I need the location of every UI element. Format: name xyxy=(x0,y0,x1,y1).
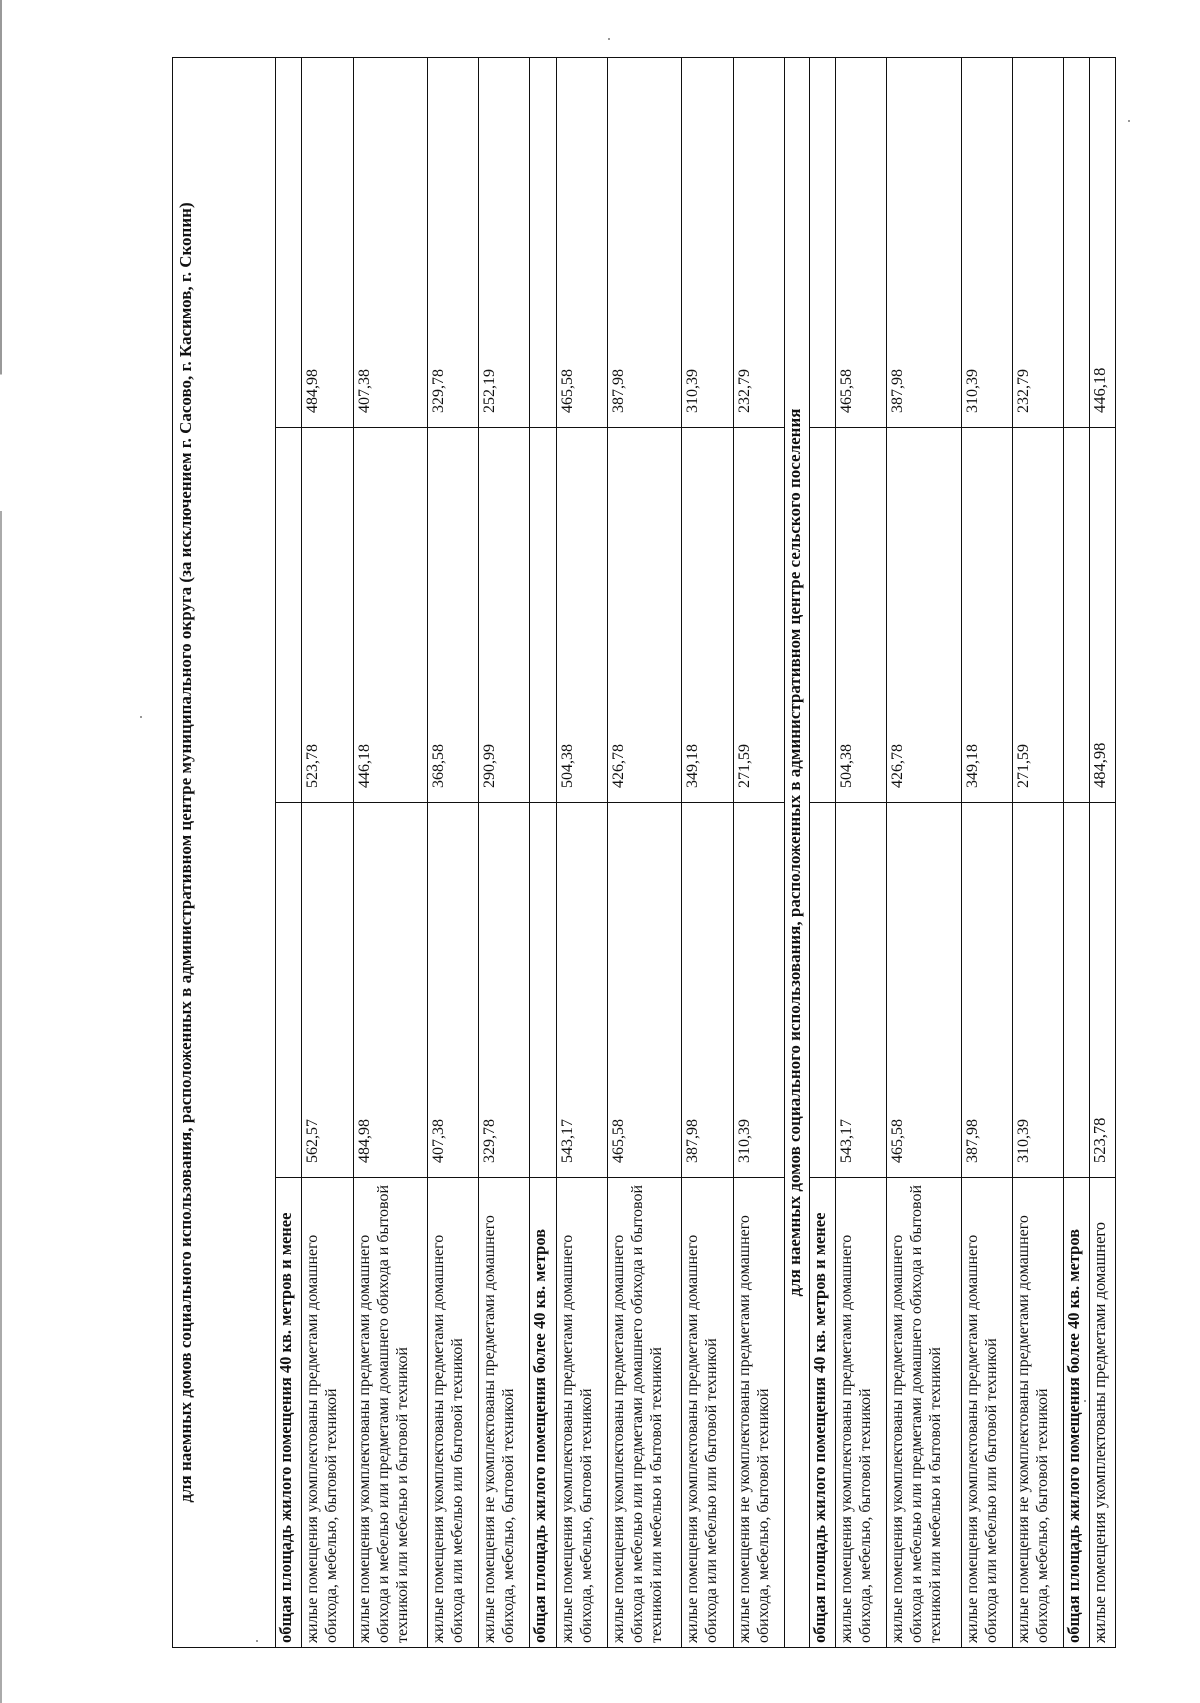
scan-left-edge xyxy=(0,0,2,1703)
table-row xyxy=(733,57,784,1647)
row-label: жилые помещения укомплектованы предметами домашнего обихода или мебелью или бытовой техникой xyxy=(961,1178,1012,1648)
row-label: жилые помещения не укомплектованы предметами домашнего обихода, мебелью, бытовой техникой xyxy=(479,1178,530,1648)
row-label: жилые помещения укомплектованы предметами домашнего xyxy=(1089,1178,1115,1648)
value-cell-3: 387,98 xyxy=(886,57,961,427)
scan-speck xyxy=(140,716,142,718)
value-cell-2: 484,98 xyxy=(1089,428,1115,803)
value-cell-2: 504,38 xyxy=(835,428,886,803)
rural-subtitle: для наемных домов социального использования, расположенных в административном центре сельского поселения xyxy=(784,57,809,1647)
value-cell-1: 465,58 xyxy=(607,803,682,1178)
value-cell-1: 562,57 xyxy=(302,803,353,1178)
value-cell-2: 426,78 xyxy=(886,428,961,803)
table-row xyxy=(886,57,961,1647)
value-cell-1: 543,17 xyxy=(835,803,886,1178)
table-title: для наемных домов социального использования, расположенных в административном центре муниципального округа (за исключением г. Сасово, г. Касимов, г. Скопин) xyxy=(173,57,276,1647)
value-cell-1: 484,98 xyxy=(353,803,428,1178)
row-label: жилые помещения укомплектованы предметами домашнего обихода или мебелью или бытовой техникой xyxy=(682,1178,733,1648)
value-cell-1: 310,39 xyxy=(1012,803,1063,1178)
rotated-page xyxy=(172,58,1116,1648)
value-cell-2: 271,59 xyxy=(733,428,784,803)
table-row xyxy=(353,57,428,1647)
value-cell-3: 329,78 xyxy=(428,57,479,427)
section-heading: общая площадь жилого помещения более 40 кв. метров xyxy=(530,1178,556,1648)
value-cell-1: 329,78 xyxy=(479,803,530,1178)
section-row xyxy=(530,57,556,1647)
value-cell-2: 426,78 xyxy=(607,428,682,803)
value-cell-3: 232,79 xyxy=(733,57,784,427)
value-cell-2: 368,58 xyxy=(428,428,479,803)
row-label: жилые помещения не укомплектованы предметами домашнего обихода, мебелью, бытовой техникой xyxy=(1012,1178,1063,1648)
table-row xyxy=(556,57,607,1647)
table-row xyxy=(607,57,682,1647)
value-cell-2: 504,38 xyxy=(556,428,607,803)
value-cell-3: 407,38 xyxy=(353,57,428,427)
value-cell-1: 387,98 xyxy=(961,803,1012,1178)
value-cell-3: 465,58 xyxy=(835,57,886,427)
table-title-row xyxy=(173,57,276,1647)
row-label: жилые помещения не укомплектованы предметами домашнего обихода, мебелью, бытовой техникой xyxy=(733,1178,784,1648)
section-row xyxy=(809,57,835,1647)
section-row xyxy=(1063,57,1089,1647)
table-row xyxy=(1089,57,1115,1647)
table-row xyxy=(961,57,1012,1647)
value-cell-3: 465,58 xyxy=(556,57,607,427)
row-label: жилые помещения укомплектованы предметами домашнего обихода и мебелью или предметами домашнего обихода и бытовой техникой или мебелью и бытовой техникой xyxy=(607,1178,682,1648)
table-row xyxy=(1012,57,1063,1647)
table-row xyxy=(479,57,530,1647)
value-cell-3: 446,18 xyxy=(1089,57,1115,427)
table-row xyxy=(428,57,479,1647)
value-cell-1: 523,78 xyxy=(1089,803,1115,1178)
value-cell-1: 407,38 xyxy=(428,803,479,1178)
scan-speck xyxy=(608,38,610,40)
value-cell-2: 290,99 xyxy=(479,428,530,803)
row-label: жилые помещения укомплектованы предметами домашнего обихода или мебелью или бытовой техникой xyxy=(428,1178,479,1648)
value-cell-2: 271,59 xyxy=(1012,428,1063,803)
value-cell-2: 523,78 xyxy=(302,428,353,803)
subtitle-row xyxy=(784,57,809,1647)
row-label: жилые помещения укомплектованы предметами домашнего обихода и мебелью или предметами домашнего обихода и бытовой техникой или мебелью и бытовой техникой xyxy=(886,1178,961,1648)
value-cell-1: 465,58 xyxy=(886,803,961,1178)
section-heading: общая площадь жилого помещения более 40 кв. метров xyxy=(1063,1178,1089,1648)
value-cell-1: 387,98 xyxy=(682,803,733,1178)
value-cell-2: 349,18 xyxy=(682,428,733,803)
value-cell-3: 232,79 xyxy=(1012,57,1063,427)
row-label: жилые помещения укомплектованы предметами домашнего обихода и мебелью или предметами домашнего обихода и бытовой техникой или мебелью и бытовой техникой xyxy=(353,1178,428,1648)
tariff-table xyxy=(172,57,1116,1648)
row-label: жилые помещения укомплектованы предметами домашнего обихода, мебелью, бытовой техникой xyxy=(835,1178,886,1648)
value-cell-3: 387,98 xyxy=(607,57,682,427)
value-cell-3: 484,98 xyxy=(302,57,353,427)
table-row xyxy=(682,57,733,1647)
value-cell-3: 310,39 xyxy=(682,57,733,427)
value-cell-3: 252,19 xyxy=(479,57,530,427)
row-label: жилые помещения укомплектованы предметами домашнего обихода, мебелью, бытовой техникой xyxy=(302,1178,353,1648)
table-row xyxy=(835,57,886,1647)
section-heading: общая площадь жилого помещения 40 кв. метров и менее xyxy=(276,1178,302,1648)
value-cell-2: 349,18 xyxy=(961,428,1012,803)
value-cell-1: 310,39 xyxy=(733,803,784,1178)
value-cell-1: 543,17 xyxy=(556,803,607,1178)
section-row xyxy=(276,57,302,1647)
scan-speck xyxy=(1128,120,1130,122)
value-cell-2: 446,18 xyxy=(353,428,428,803)
section-heading: общая площадь жилого помещения 40 кв. метров и менее xyxy=(809,1178,835,1648)
table-row xyxy=(302,57,353,1647)
row-label: жилые помещения укомплектованы предметами домашнего обихода, мебелью, бытовой техникой xyxy=(556,1178,607,1648)
value-cell-3: 310,39 xyxy=(961,57,1012,427)
